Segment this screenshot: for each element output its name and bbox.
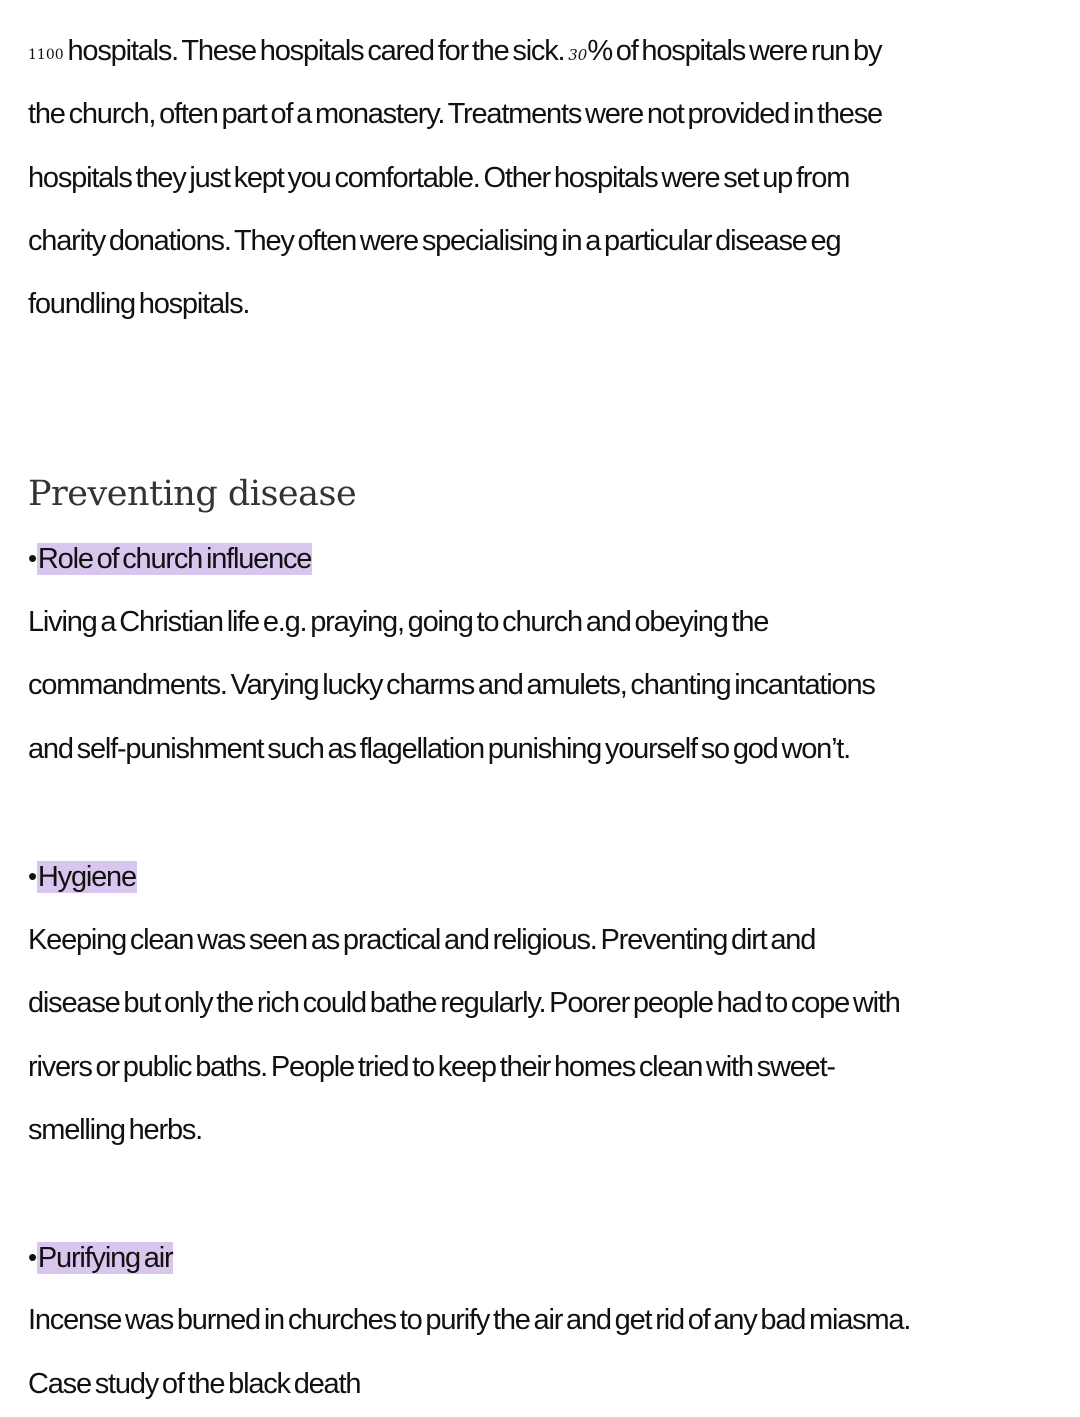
highlighted-label: Purifying air: [37, 1242, 173, 1274]
air-line-1: Incense was burned in churches to purify the air and get rid of any bad miasma.: [28, 1304, 911, 1336]
hygiene-line-4: smelling herbs.: [28, 1114, 203, 1146]
intro-line-1-text-a: hospitals. These hospitals cared for the sick.: [67, 35, 565, 67]
intro-line-3: hospitals they just kept you comfortable. Other hospitals were set up from: [28, 162, 850, 194]
percentage-value: 30: [568, 46, 588, 64]
intro-line-1: [28, 33, 881, 73]
hygiene-line-3: rivers or public baths. People tried to keep their homes clean with sweet-: [28, 1051, 835, 1083]
bullet-heading-air: [28, 1239, 173, 1276]
air-line-2: Case study of the black death: [28, 1368, 361, 1400]
hygiene-line-1: Keeping clean was seen as practical and religious. Preventing dirt and: [28, 924, 816, 956]
church-line-3: and self-punishment such as flagellation punishing yourself so god won’t.: [28, 733, 851, 765]
intro-line-1-text-b: % of hospitals were run by: [587, 35, 882, 67]
bullet-heading-church: [28, 540, 312, 577]
church-line-1: Living a Christian life e.g. praying, going to church and obeying the: [28, 606, 769, 638]
bullet-heading-hygiene: [28, 858, 137, 895]
highlighted-label: Role of church influence: [37, 543, 312, 575]
highlighted-label: Hygiene: [37, 861, 136, 893]
intro-line-4: charity donations. They often were specialising in a particular disease eg: [28, 225, 841, 257]
hospital-count: 1100: [28, 47, 64, 63]
intro-line-2: the church, often part of a monastery. Treatments were not provided in these: [28, 98, 882, 130]
church-line-2: commandments. Varying lucky charms and amulets, chanting incantations: [28, 669, 875, 701]
section-heading: Preventing disease: [28, 474, 357, 514]
bullet-icon: •: [28, 861, 36, 891]
intro-line-5: foundling hospitals.: [28, 288, 250, 320]
bullet-icon: •: [28, 543, 36, 573]
hygiene-line-2: disease but only the rich could bathe regularly. Poorer people had to cope with: [28, 987, 900, 1019]
bullet-icon: •: [28, 1242, 36, 1272]
